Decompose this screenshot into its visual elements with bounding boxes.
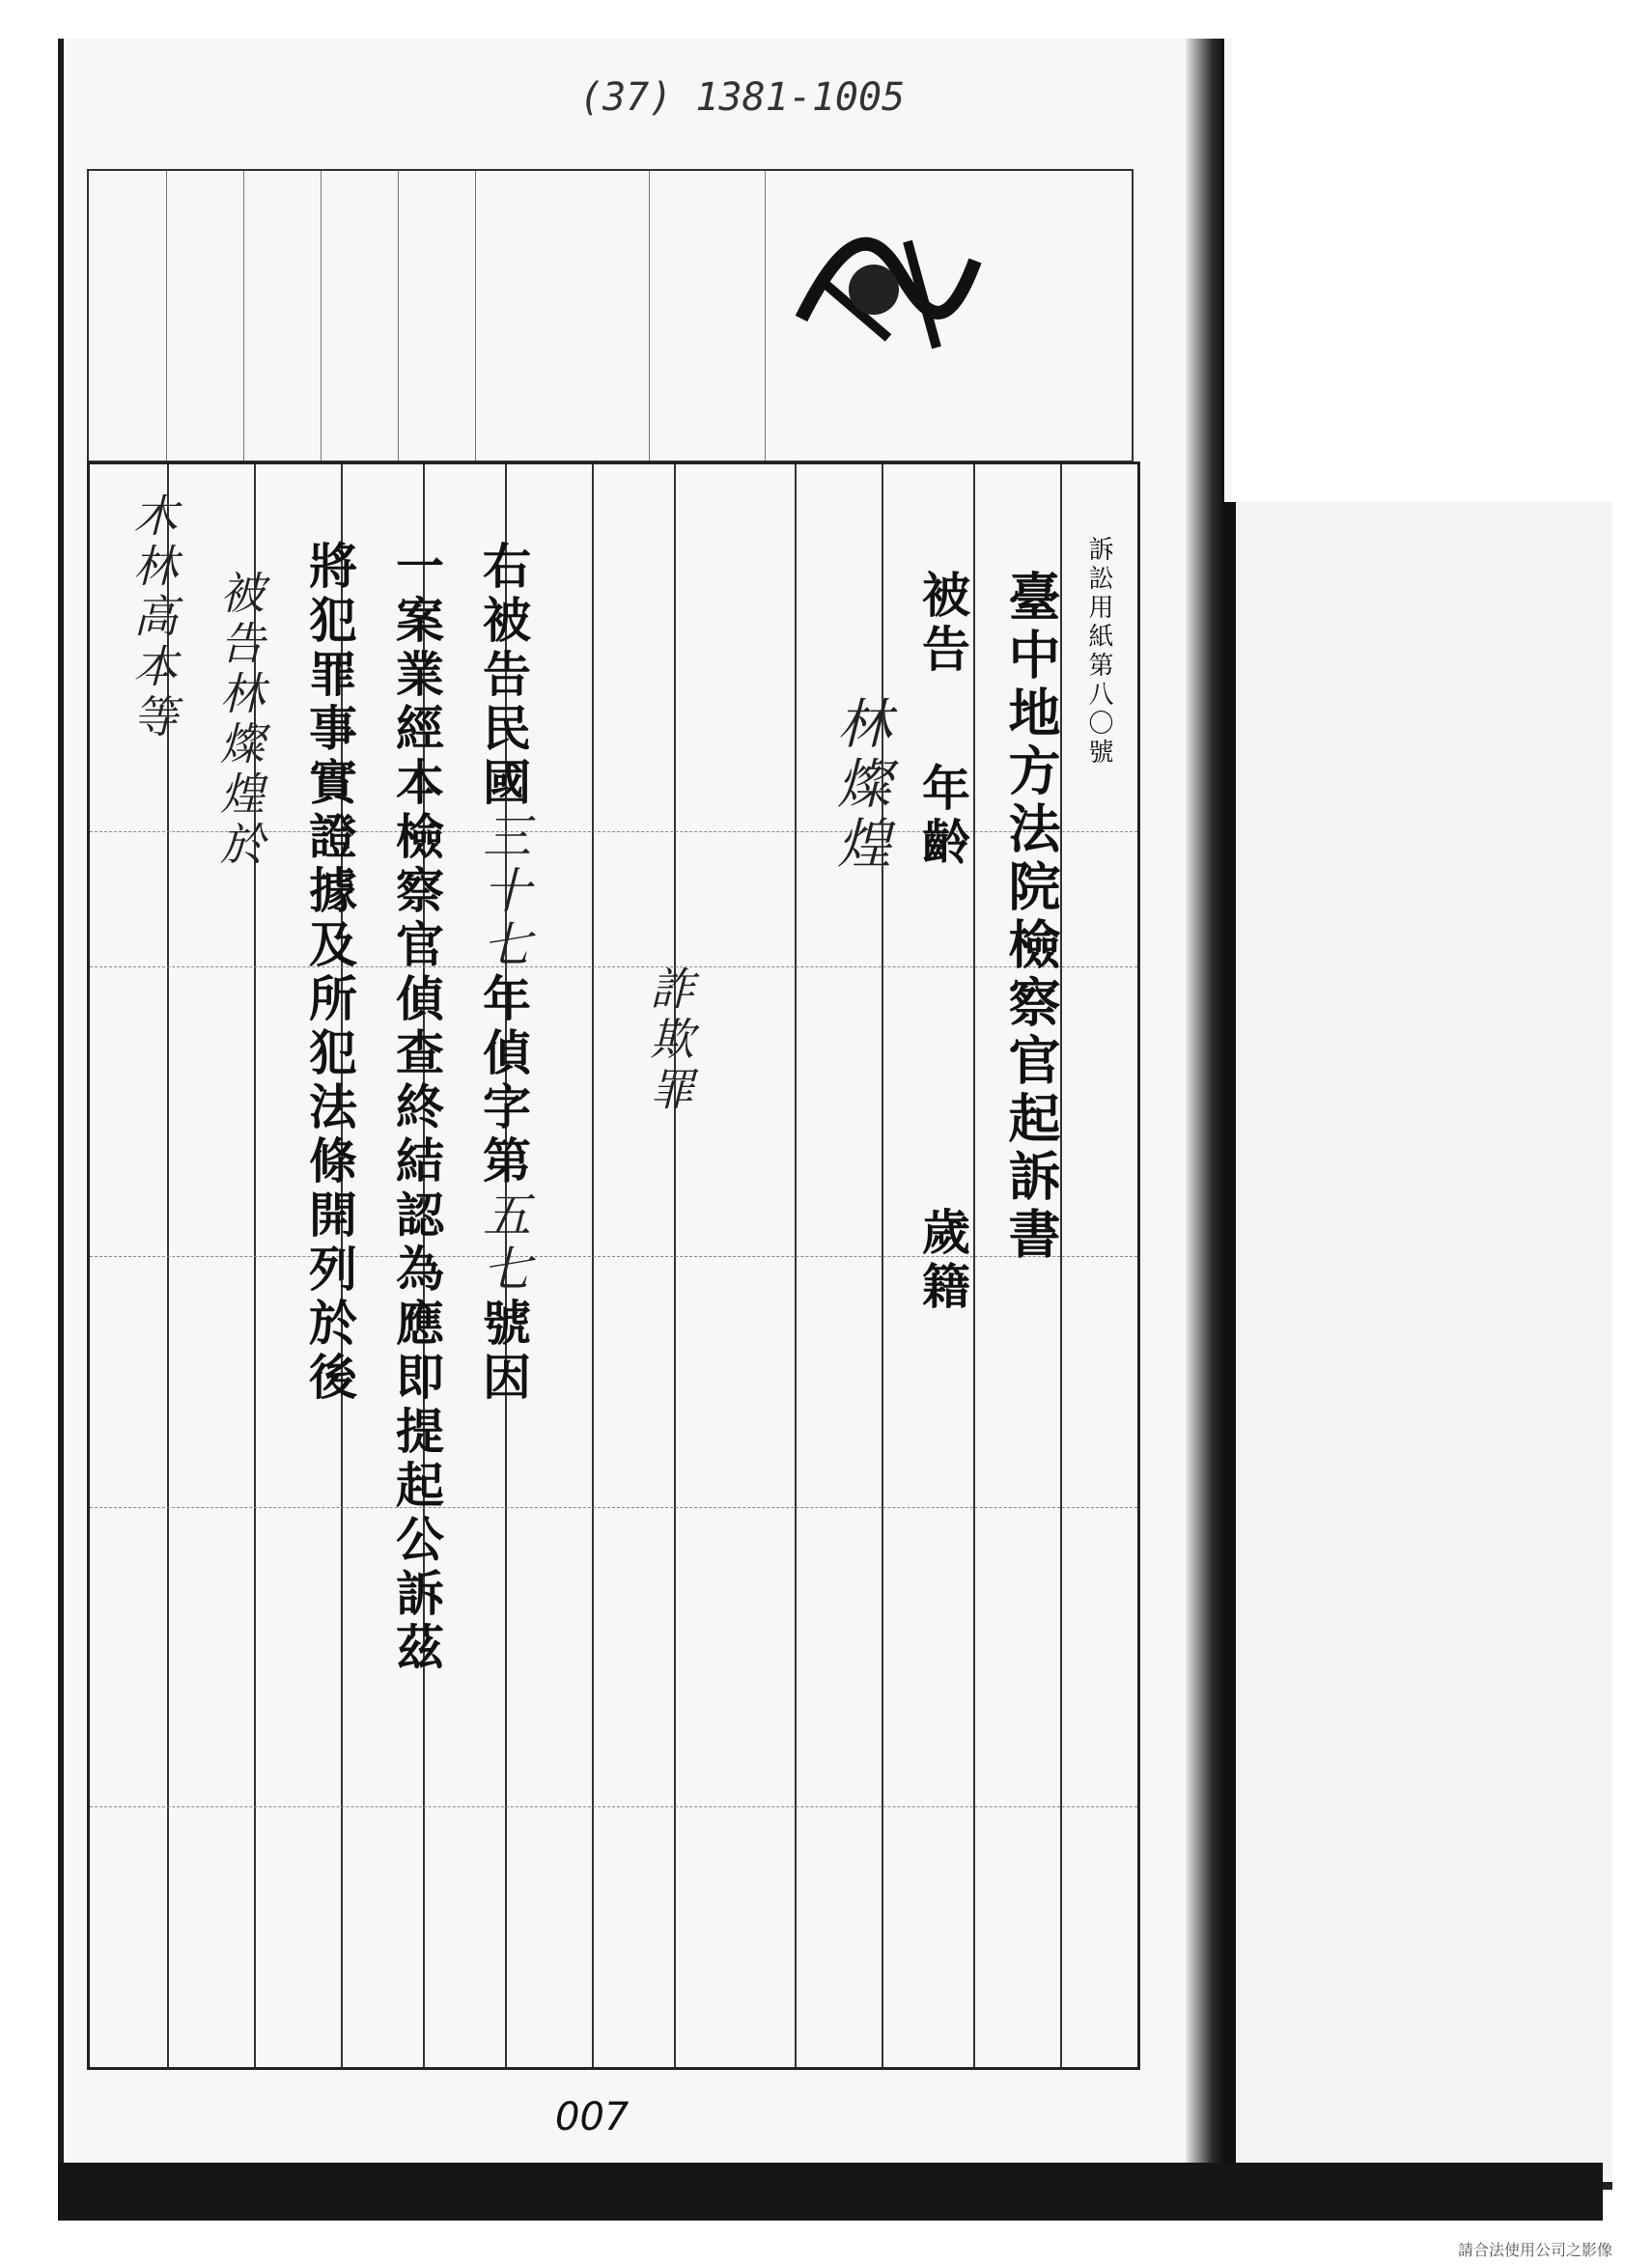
case-post: 號因 <box>475 1298 532 1406</box>
handwritten-note-left: 木林高本等 <box>126 492 179 743</box>
body-line-1: 一案業經本檢察官偵查終結認為應即提起公訴茲 <box>388 541 445 1676</box>
body-line-2: 將犯罪事實證據及所犯法條開列於後 <box>301 541 358 1406</box>
page-number: 007 <box>555 2095 630 2139</box>
defendant-name: 林燦煌 <box>828 695 891 875</box>
page-bottom-edge <box>58 2163 1603 2221</box>
book-spine <box>1186 39 1224 2172</box>
case-mid: 年偵字第 <box>475 973 532 1189</box>
defendant-label: 被告 <box>914 570 971 678</box>
case-year: 三十七 <box>475 811 531 973</box>
domicile-label: 歲籍 <box>914 1207 971 1315</box>
case-number: 五七 <box>475 1189 531 1298</box>
age-label: 年齡 <box>914 763 971 871</box>
adjacent-page <box>1224 502 1612 2190</box>
archive-mark: (37) 1381-1005 <box>579 75 906 120</box>
official-seal-icon <box>782 203 994 367</box>
handwritten-charge: 詐欺罪 <box>643 965 695 1116</box>
watermark: 請合法使用公司之影像 <box>1458 2241 1613 2259</box>
case-line <box>468 541 538 1406</box>
case-pre: 右被告民國 <box>475 541 532 811</box>
handwritten-note-right: 被告林燦煌於 <box>213 570 266 871</box>
document-title: 臺中地方法院檢察官起訴書 <box>1000 570 1062 1265</box>
form-number: 訴訟用紙第八〇號 <box>1084 536 1113 768</box>
